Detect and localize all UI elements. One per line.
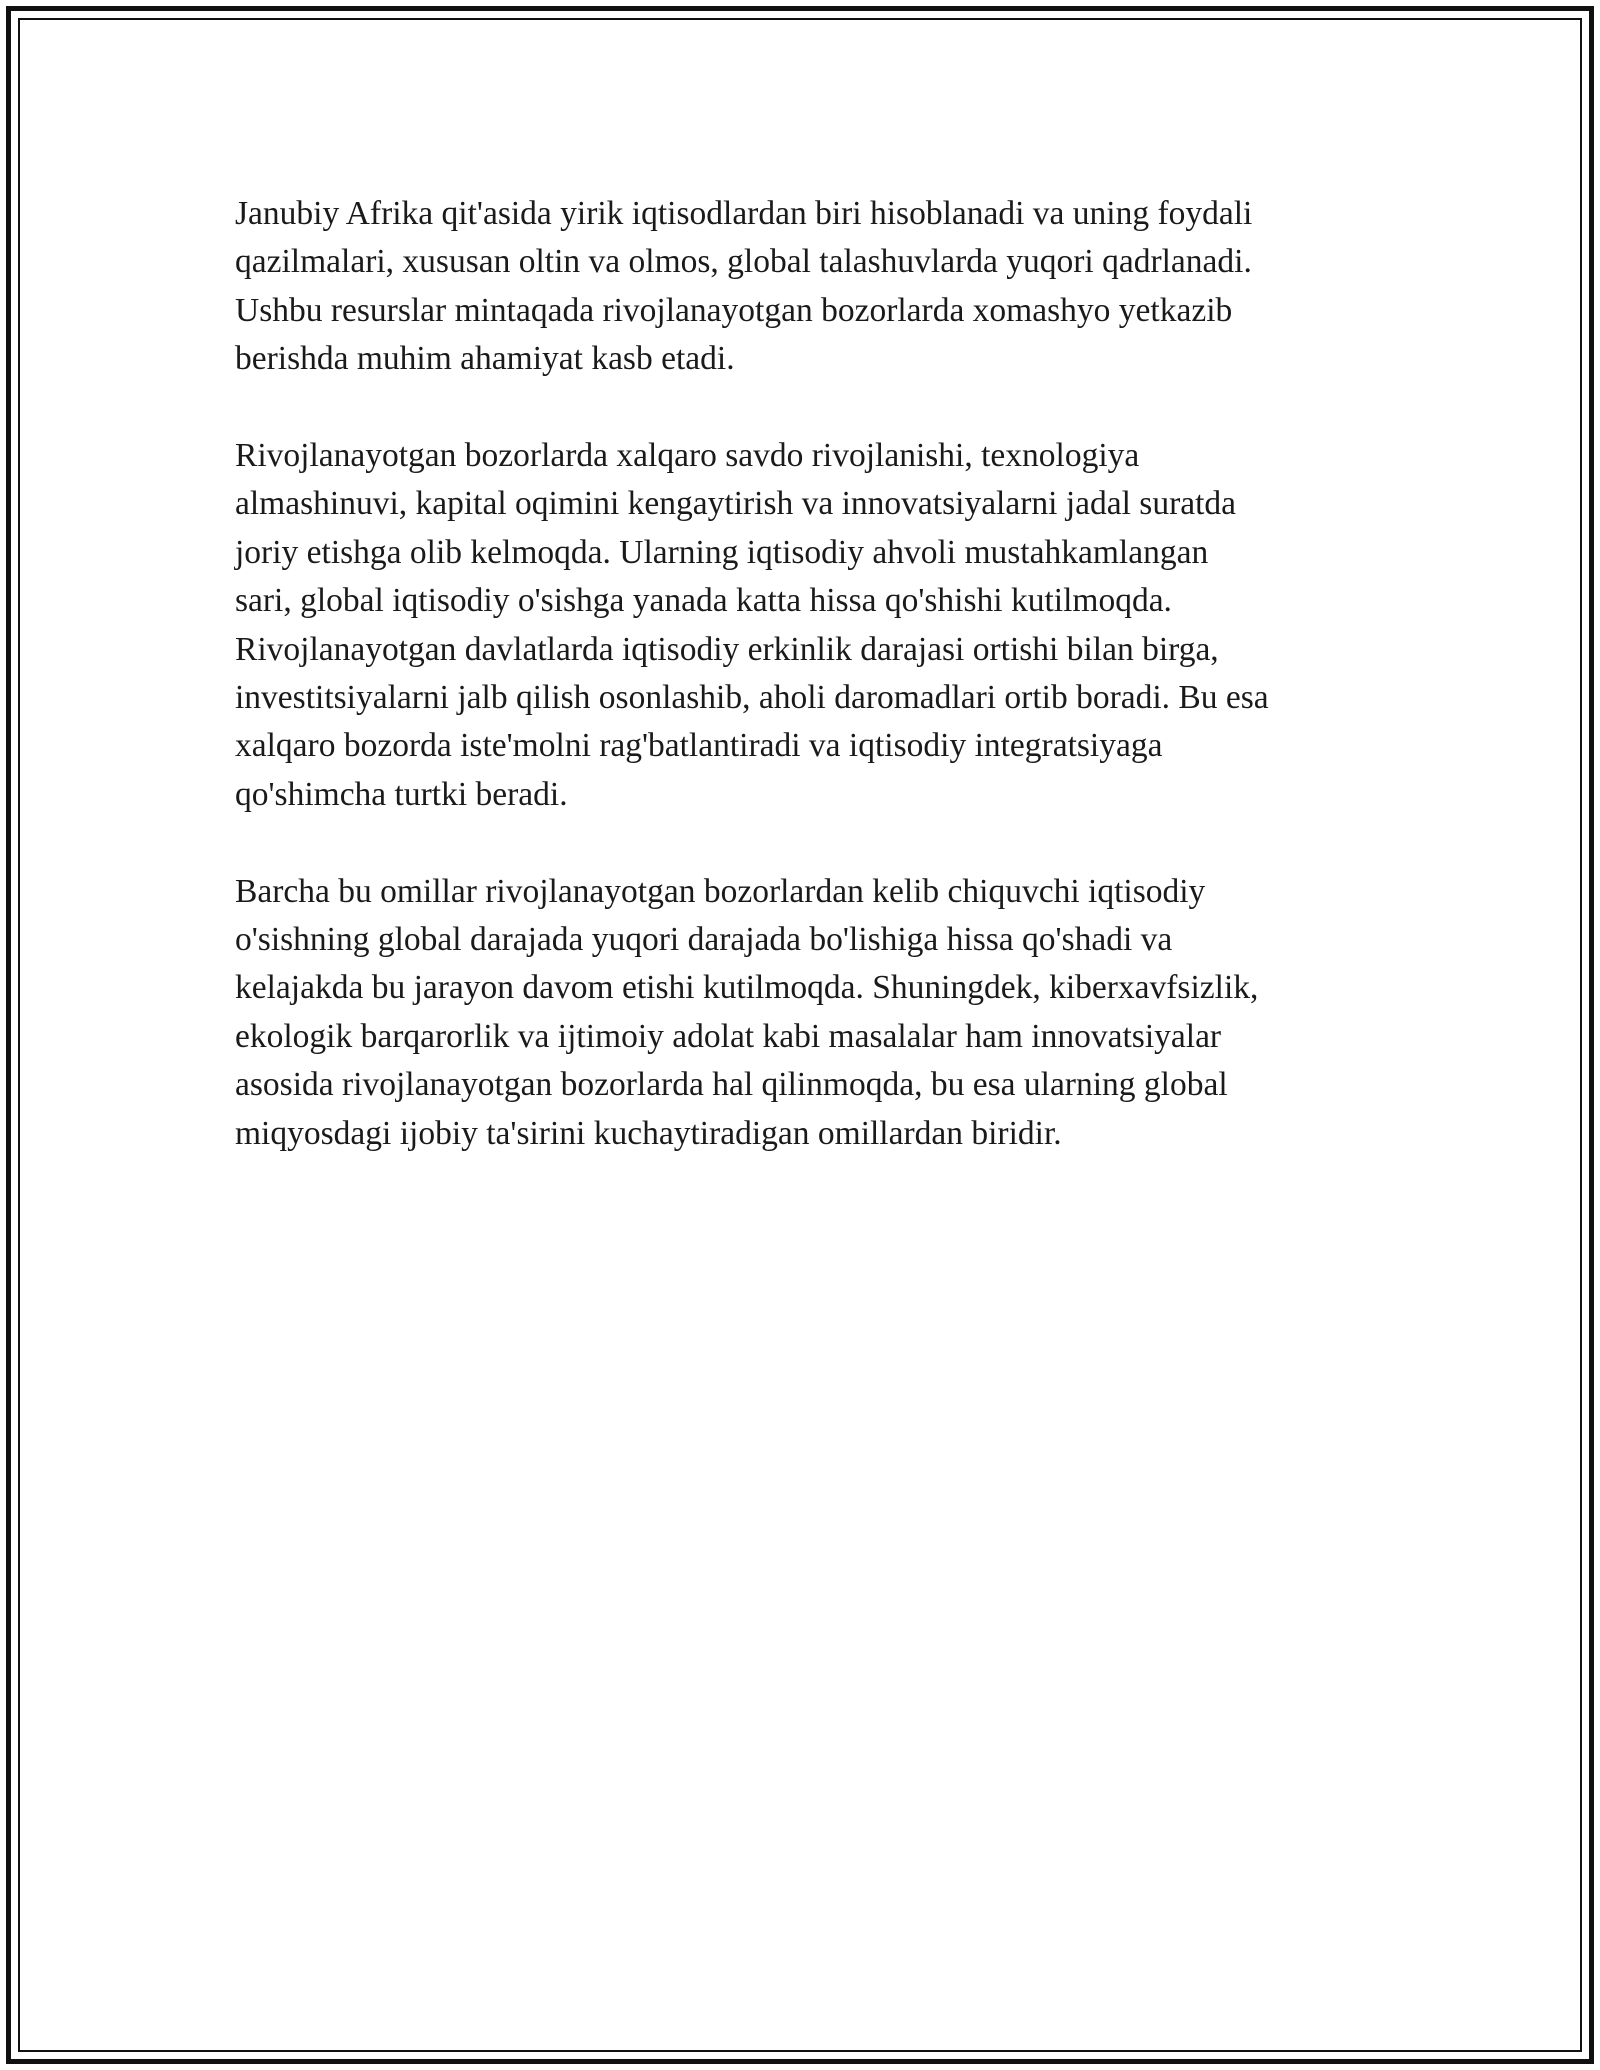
- document-body: [235, 190, 1375, 1206]
- paragraph-line: qo'shimcha turtki beradi.: [235, 775, 568, 813]
- paragraph-line: kelajakda bu jarayon davom etishi kutilmoqda. Shuningdek, kiberxavfsizlik,: [235, 969, 1259, 1007]
- paragraph-line: sari, global iqtisodiy o'sishga yanada katta hissa qo'shishi kutilmoqda.: [235, 582, 1172, 620]
- paragraph-1: [235, 190, 1375, 384]
- paragraph-line: Ushbu resurslar mintaqada rivojlanayotgan bozorlarda xomashyo yetkazib: [235, 291, 1233, 329]
- paragraph-2: [235, 432, 1375, 819]
- paragraph-line: Janubiy Afrika qit'asida yirik iqtisodlardan biri hisoblanadi va uning foydali: [235, 195, 1253, 232]
- paragraph-line: berishda muhim ahamiyat kasb etadi.: [235, 340, 735, 378]
- paragraph-line: xalqaro bozorda iste'molni rag'batlantiradi va iqtisodiy integratsiyaga: [235, 727, 1163, 765]
- paragraph-line: o'sishning global darajada yuqori darajada bo'lishiga hissa qo'shadi va: [235, 921, 1173, 959]
- paragraph-line: qazilmalari, xususan oltin va olmos, global talashuvlarda yuqori qadrlanadi.: [235, 243, 1252, 281]
- paragraph-line: asosida rivojlanayotgan bozorlarda hal qilinmoqda, bu esa ularning global: [235, 1066, 1228, 1104]
- paragraph-line: Rivojlanayotgan davlatlarda iqtisodiy erkinlik darajasi ortishi bilan birga,: [235, 630, 1219, 668]
- paragraph-line: investitsiyalarni jalb qilish osonlashib, aholi daromadlari ortib boradi. Bu esa: [235, 679, 1269, 717]
- paragraph-line: Rivojlanayotgan bozorlarda xalqaro savdo rivojlanishi, texnologiya: [235, 437, 1140, 475]
- paragraph-line: almashinuvi, kapital oqimini kengaytirish va innovatsiyalarni jadal suratda: [235, 485, 1237, 523]
- paragraph-3: [235, 868, 1375, 1158]
- paragraph-line: Barcha bu omillar rivojlanayotgan bozorlardan kelib chiquvchi iqtisodiy: [235, 872, 1206, 910]
- paragraph-line: miqyosdagi ijobiy ta'sirini kuchaytiradigan omillardan biridir.: [235, 1114, 1062, 1152]
- paragraph-line: joriy etishga olib kelmoqda. Ularning iqtisodiy ahvoli mustahkamlangan: [235, 533, 1209, 571]
- paragraph-line: ekologik barqarorlik va ijtimoiy adolat kabi masalalar ham innovatsiyalar: [235, 1017, 1222, 1055]
